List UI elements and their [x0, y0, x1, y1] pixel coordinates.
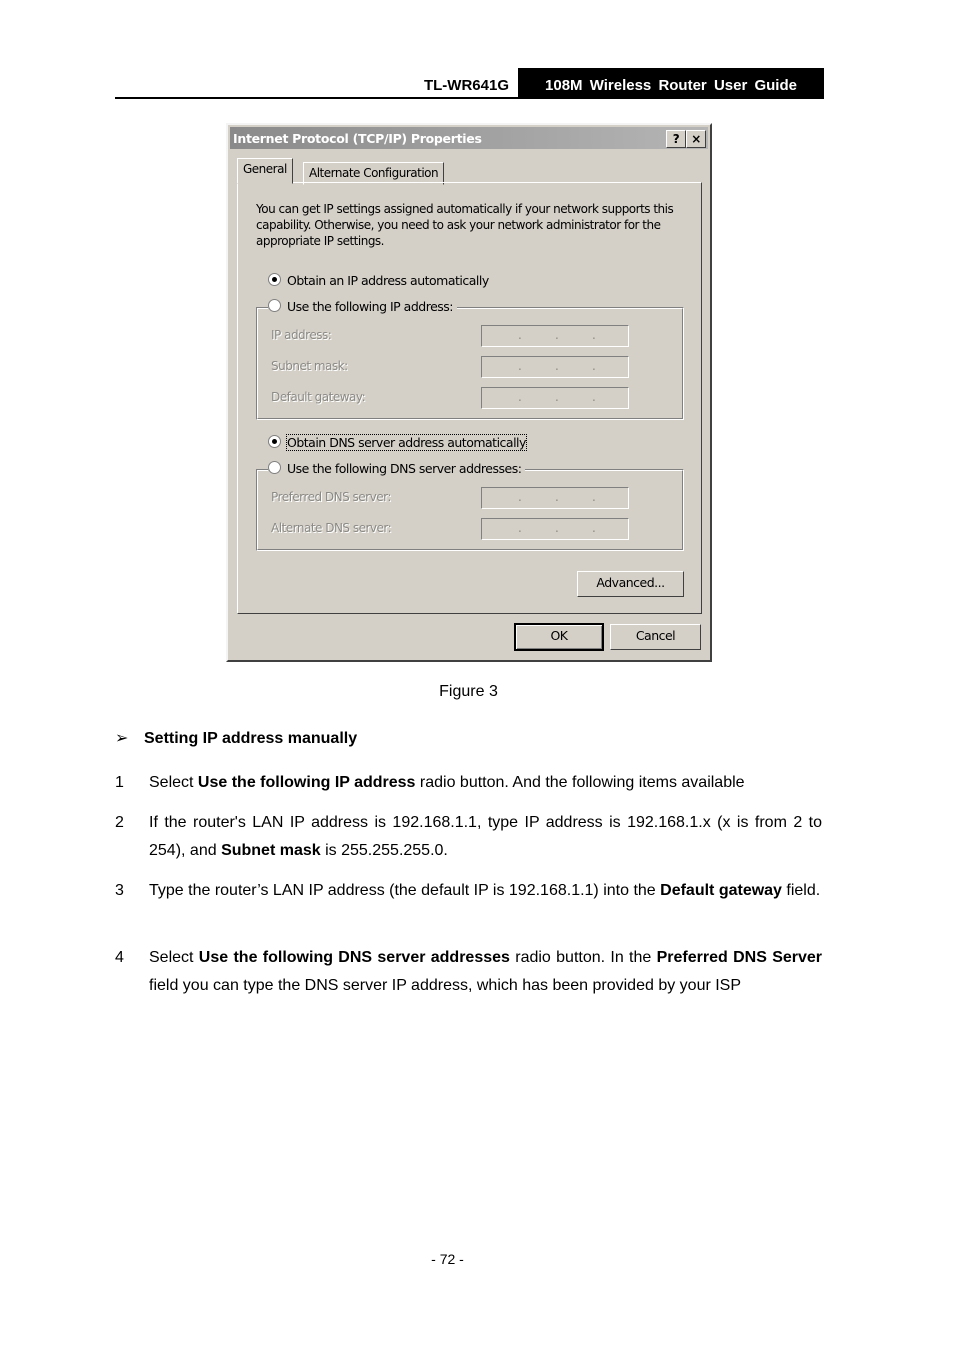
use-following-ip-radio[interactable]	[268, 299, 457, 314]
step-number: 4	[115, 949, 124, 966]
cancel-button[interactable]: Cancel	[610, 624, 701, 650]
obtain-ip-auto-label: Obtain an IP address automatically	[287, 273, 489, 288]
use-following-dns-label: Use the following DNS server addresses:	[287, 461, 522, 476]
obtain-dns-auto-radio[interactable]	[268, 435, 526, 450]
section-heading	[115, 728, 357, 748]
guide-title: 108M Wireless Router User Guide	[518, 68, 824, 97]
arrow-bullet-icon: ➢	[115, 730, 129, 747]
manual-ip-group	[256, 307, 684, 420]
use-following-dns-radio[interactable]	[268, 461, 525, 476]
help-button[interactable]: ?	[666, 130, 686, 148]
obtain-dns-auto-label: Obtain DNS server address automatically	[287, 435, 526, 450]
subnet-mask-input[interactable]: . . .	[481, 356, 629, 378]
tab-general[interactable]: General	[237, 158, 293, 184]
dialog-title: Internet Protocol (TCP/IP) Properties	[233, 131, 482, 146]
radio-selected-icon	[268, 435, 281, 448]
manual-dns-group	[256, 469, 684, 551]
ip-address-label: IP address:	[271, 328, 332, 342]
general-tab-panel	[237, 182, 702, 614]
intro-text: You can get IP settings assigned automatically if your network supports this capability. Otherwise, you need to ask your network administrator for the appropriate IP settings.	[256, 202, 674, 248]
radio-unselected-icon	[268, 299, 281, 312]
default-gateway-label: Default gateway:	[271, 390, 366, 404]
page-number: - 72 -	[431, 1251, 464, 1267]
tcpip-properties-dialog	[226, 123, 712, 662]
tab-alternate-configuration[interactable]: Alternate Configuration	[303, 162, 444, 185]
model-name: TL-WR641G	[423, 77, 509, 94]
alternate-dns-input[interactable]: . . .	[481, 518, 629, 540]
step-3: 3 Type the router’s LAN IP address (the default IP is 192.168.1.1) into the Default gateway field.	[115, 877, 822, 905]
preferred-dns-input[interactable]: . . .	[481, 487, 629, 509]
ok-button[interactable]: OK	[514, 623, 604, 651]
use-following-ip-label: Use the following IP address:	[287, 299, 453, 314]
advanced-button[interactable]: Advanced...	[577, 571, 684, 597]
radio-unselected-icon	[268, 461, 281, 474]
default-gateway-input[interactable]: . . .	[481, 387, 629, 409]
step-2: 2 If the router's LAN IP address is 192.168.1.1, type IP address is 192.168.1.x (x is from 2 to 254), and Subnet mask is 255.255.255.0.	[115, 809, 822, 865]
step-4: 4 Select Use the following DNS server addresses radio button. In the Preferred DNS Server field you can type the DNS server IP address, which has been provided by your ISP	[115, 944, 822, 1000]
figure-caption: Figure 3	[439, 683, 498, 700]
alternate-dns-label: Alternate DNS server:	[271, 521, 392, 535]
step-number: 1	[115, 774, 124, 791]
step-number: 2	[115, 814, 124, 831]
step-number: 3	[115, 882, 124, 899]
step-1: 1 Select Use the following IP address radio button. And the following items available	[115, 769, 822, 797]
preferred-dns-label: Preferred DNS server:	[271, 490, 391, 504]
ip-address-input[interactable]: . . .	[481, 325, 629, 347]
subnet-mask-label: Subnet mask:	[271, 359, 348, 373]
section-heading-text: Setting IP address manually	[144, 730, 358, 747]
obtain-ip-auto-radio[interactable]	[268, 273, 489, 288]
dialog-titlebar	[230, 127, 708, 149]
radio-selected-icon	[268, 273, 281, 286]
running-header	[115, 68, 824, 99]
close-button[interactable]: ×	[686, 130, 706, 148]
